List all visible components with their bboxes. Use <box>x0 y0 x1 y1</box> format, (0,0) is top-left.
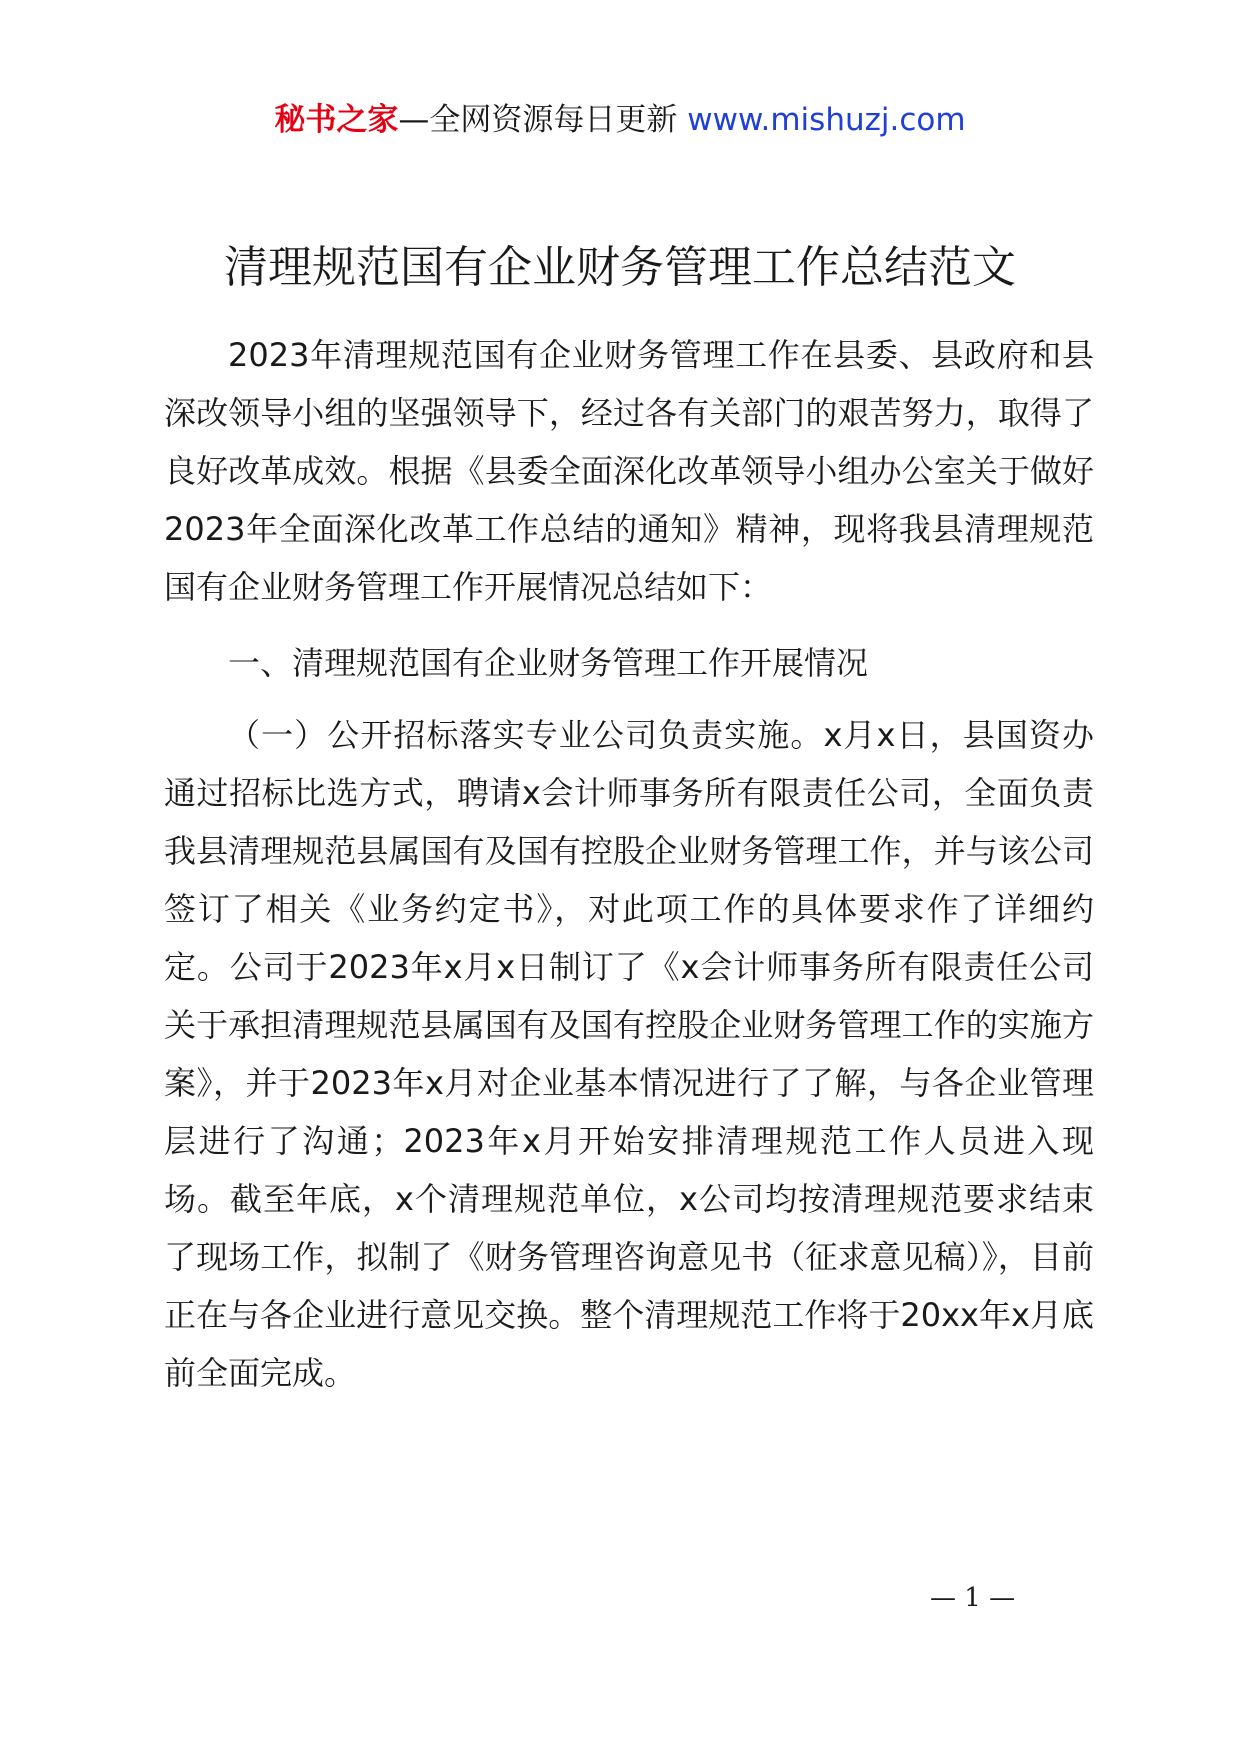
document-body <box>164 326 1094 1402</box>
section-heading: 一、清理规范国有企业财务管理工作开展情况 <box>228 644 869 682</box>
intro-paragraph: 2023年清理规范国有企业财务管理工作在县委、县政府和县深改领导小组的坚强领导下，经过各有关部门的艰苦努力，取得了良好改革成效。根据《县委全面深化改革领导小组办公室关于做好2023年全面深化改革工作总结的通知》精神，现将我县清理规范国有企业财务管理工作开展情况总结如下： <box>164 336 1094 606</box>
watermark-header <box>0 98 1240 142</box>
page-number: — 1 — <box>930 1583 1016 1613</box>
document-title: 清理规范国有企业财务管理工作总结范文 <box>224 242 1016 293</box>
section-paragraph: （一）公开招标落实专业公司负责实施。x月x日，县国资办通过招标比选方式，聘请x会计师事务所有限责任公司，全面负责我县清理规范县属国有及国有控股企业财务管理工作，并与该公司签订了相关《业务约定书》，对此项工作的具体要求作了详细约定。公司于2023年x月x日制订了《x会计师事务所有限责任公司关于承担清理规范县属国有及国有控股企业财务管理工作的实施方案》，并于2023年x月对企业基本情况进行了了解，与各企业管理层进行了沟通；2023年x月开始安排清理规范工作人员进入现场。截至年底，x个清理规范单位，x公司均按清理规范要求结束了现场工作，拟制了《财务管理咨询意见书（征求意见稿）》，目前正在与各企业进行意见交换。整个清理规范工作将于20xx年x月底前全面完成。 <box>164 716 1094 1392</box>
brand-name: 秘书之家 <box>274 102 399 138</box>
site-url-link[interactable]: www.mishuzj.com <box>687 102 966 138</box>
brand-tagline: —全网资源每日更新 <box>398 102 678 138</box>
